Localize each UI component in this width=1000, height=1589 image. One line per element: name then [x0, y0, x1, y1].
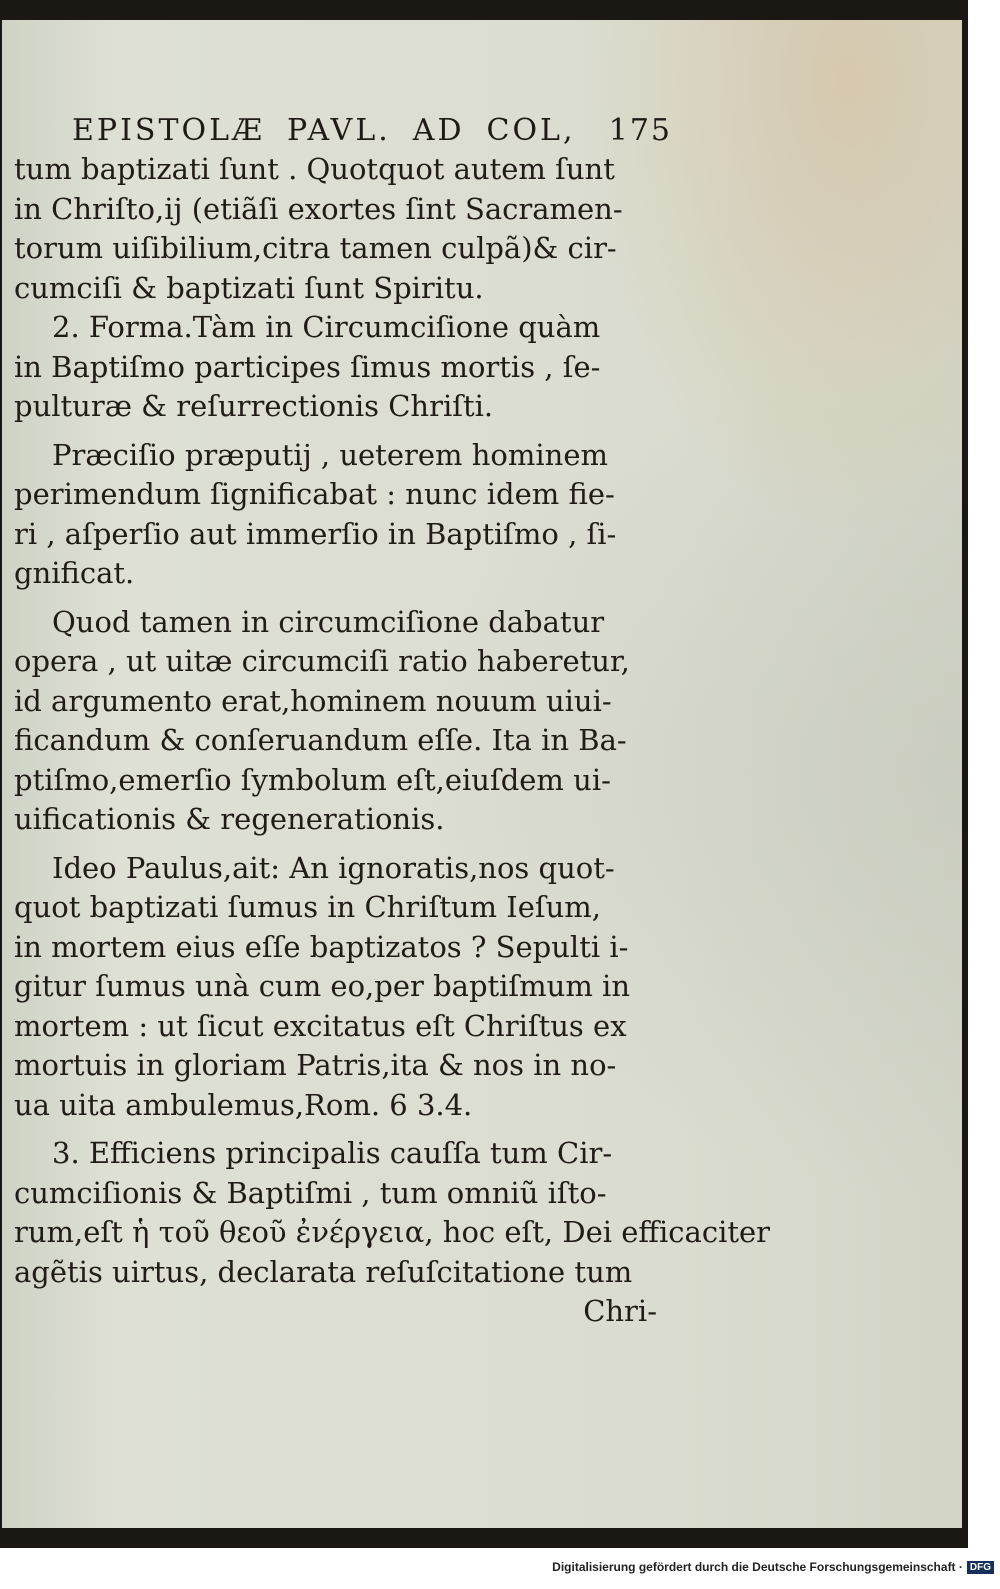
- text-line: ptiſmo,emerſio ſymbolum eſt,eiuſdem ui-: [14, 762, 611, 797]
- text-line: cumciſionis & Baptiſmi , tum omniũ iſto-: [14, 1175, 607, 1210]
- text-line: ri , aſperſio aut immerſio in Baptiſmo , ſi-: [14, 516, 617, 551]
- text-line: tum baptizati ſunt . Quotquot autem ſunt: [14, 152, 615, 186]
- text-line: in mortem eius eſſe baptizatos ? Sepulti i-: [14, 929, 629, 964]
- text-line: id argumento erat,hominem nouum uiui-: [14, 683, 612, 718]
- text-line: quot baptizati ſumus in Chriſtum Ieſum,: [14, 890, 602, 924]
- book-page: [2, 20, 962, 1528]
- text-line: Ideo Paulus,ait: An ignoratis,nos quot-: [52, 850, 615, 885]
- funding-credit: Digitalisierung gefördert durch die Deutsche Forschungsgemeinschaft ·: [552, 1560, 963, 1574]
- text-line: rum,eſt ἡ τοῦ θεοῦ ἐνέργεια, hoc eſt, Dei efficaciter: [14, 1215, 771, 1249]
- running-title-word: PAVL.: [287, 113, 391, 148]
- text-line: torum uiſibilium,citra tamen culpã)& cir-: [14, 231, 617, 265]
- text-line: opera , ut uitæ circumciſi ratio haberetur,: [14, 644, 630, 678]
- text-line: agẽtis uirtus, declarata reſuſcitatione tum: [14, 1254, 633, 1289]
- text-line: in Chriſto,ij (etiãſi exortes ſint Sacramen-: [14, 191, 623, 226]
- digitization-footer: [0, 1552, 1000, 1582]
- text-line: mortem : ut ſicut excitatus eſt Chriſtus ex: [14, 1008, 627, 1043]
- text-line: gitur ſumus unà cum eo,per baptiſmum in: [14, 969, 631, 1003]
- text-line: 2. Forma.Tàm in Circumciſione quàm: [52, 310, 601, 344]
- running-title-word: EPISTOLÆ: [72, 113, 266, 148]
- text-line: mortuis in gloriam Patris,ita & nos in no-: [14, 1048, 617, 1082]
- text-line: perimendum ſignificabat : nunc idem fie-: [14, 477, 615, 511]
- text-line: Quod tamen in circumciſione dabatur: [52, 604, 605, 639]
- dfg-logo: DFG: [967, 1561, 994, 1574]
- running-title-word: COL,: [486, 113, 576, 148]
- text-line: cumciſi & baptizati ſunt Spiritu.: [14, 270, 484, 305]
- page-number: 175: [608, 113, 672, 148]
- text-line: in Baptiſmo participes ſimus mortis , ſe-: [14, 349, 601, 384]
- running-header: [72, 98, 672, 148]
- text-line: 3. Efficiens principalis cauſſa tum Cir-: [52, 1136, 613, 1170]
- catchword: Chri-: [583, 1294, 657, 1328]
- text-line: ficandum & conſeruandum eſſe. Ita in Ba-: [14, 723, 627, 757]
- text-line: ua uita ambulemus,Rom. 6 3.4.: [14, 1087, 473, 1122]
- text-line: uificationis & regenerationis.: [14, 802, 445, 836]
- text-line: Præciſio præputij , ueterem hominem: [52, 437, 608, 472]
- text-line: pulturæ & reſurrectionis Chriſti.: [14, 389, 494, 423]
- text-line: gnificat.: [14, 556, 135, 590]
- body-text: [14, 150, 771, 1332]
- running-title-word: AD: [412, 113, 465, 148]
